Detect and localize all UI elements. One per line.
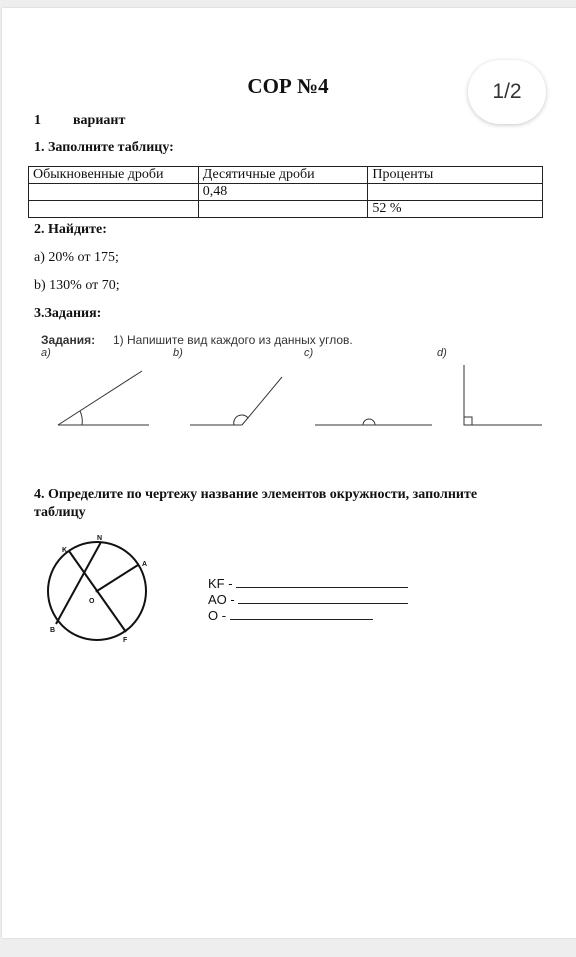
document-title: СОР №4 xyxy=(247,74,329,98)
page-indicator: 1/2 xyxy=(468,60,546,124)
task3-label-text: Задания: xyxy=(41,333,96,347)
fill-line-kf xyxy=(208,576,408,591)
fill-label-kf: KF - xyxy=(208,576,233,591)
angle-label-a: a) xyxy=(41,347,51,359)
variant-label: вариант xyxy=(73,113,126,128)
table-row xyxy=(29,184,543,201)
fill-line-o xyxy=(208,608,373,623)
task4-heading-line2: таблицу xyxy=(34,505,86,520)
table-cell xyxy=(198,201,368,218)
task4-heading-line1: 4. Определите по чертежу название элементов окружности, заполните xyxy=(34,487,478,502)
table-cell xyxy=(29,184,199,201)
table-header-cell: Проценты xyxy=(368,167,543,184)
angle-label-b: b) xyxy=(173,347,183,359)
point-a-label: A xyxy=(142,561,148,568)
table-cell: 0,48 xyxy=(198,184,368,201)
task2-item-b: b) 130% от 70; xyxy=(34,278,120,293)
answer-line xyxy=(236,576,408,588)
fractions-table xyxy=(28,166,543,218)
answer-line xyxy=(230,608,373,620)
table-cell: 52 % xyxy=(368,201,543,218)
answer-line xyxy=(238,592,408,604)
table-cell xyxy=(29,201,199,218)
table-header-row xyxy=(29,167,543,184)
point-f-label: F xyxy=(123,637,128,644)
task2-item-a: а) 20% от 175; xyxy=(34,250,119,265)
fill-label-o: O - xyxy=(208,608,227,623)
fill-line-ao xyxy=(208,592,408,607)
task3-instruction: 1) Напишите вид каждого из данных углов. xyxy=(113,333,353,347)
point-b-label: B xyxy=(50,627,56,634)
angle-label-d: d) xyxy=(437,347,447,359)
variant-number: 1 xyxy=(34,113,41,128)
point-o-label: O xyxy=(89,598,95,605)
task3-heading: 3.Задания: xyxy=(34,306,102,321)
point-n-label: N xyxy=(97,535,103,542)
table-row xyxy=(29,201,543,218)
table-header-cell: Десятичные дроби xyxy=(198,167,368,184)
task1-heading: 1. Заполните таблицу: xyxy=(34,140,174,155)
task2-heading: 2. Найдите: xyxy=(34,222,107,237)
table-header-cell: Обыкновенные дроби xyxy=(29,167,199,184)
angle-label-c: c) xyxy=(304,347,314,359)
table-cell xyxy=(368,184,543,201)
task3-label xyxy=(41,333,95,347)
point-k-label: K xyxy=(62,547,68,554)
fill-label-ao: AO - xyxy=(208,592,235,607)
